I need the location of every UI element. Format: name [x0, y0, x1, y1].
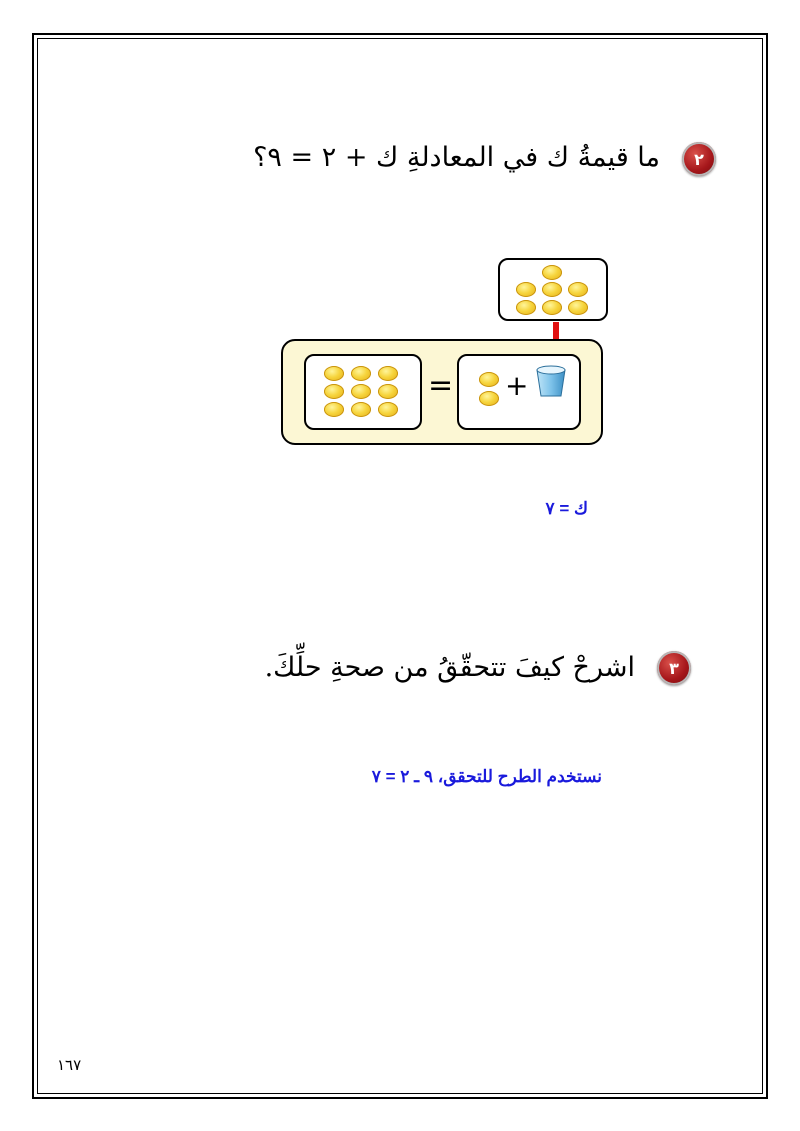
- counter-pack-box: [498, 258, 608, 321]
- equation-model-panel: [281, 339, 603, 445]
- counter: [516, 300, 536, 315]
- question-3-number: ٣: [669, 658, 679, 678]
- counter: [516, 282, 536, 297]
- question-3-number-badge: [657, 651, 691, 685]
- question-3-answer: نستخدم الطرح للتحقق، ٩ ـ ٢ = ٧: [371, 767, 602, 786]
- counter: [568, 282, 588, 297]
- counter: [542, 282, 562, 297]
- equals-sign: =: [428, 368, 454, 403]
- question-2-answer: ك = ٧: [545, 499, 588, 518]
- plus-sign: +: [505, 369, 529, 402]
- question-2-text: ما قيمةُ ك في المعادلةِ ك + ٢ = ٩؟: [253, 142, 660, 173]
- counter: [324, 366, 344, 381]
- total-counters-box: [304, 354, 422, 430]
- question-2-number: ٢: [694, 149, 704, 169]
- counter: [542, 300, 562, 315]
- counter: [351, 366, 371, 381]
- counter: [542, 265, 562, 280]
- counter: [324, 384, 344, 399]
- counter: [378, 402, 398, 417]
- counter: [378, 366, 398, 381]
- page-border-inner: [37, 38, 763, 1094]
- question-2-number-badge: [682, 142, 716, 176]
- counter: [568, 300, 588, 315]
- cup-icon: [535, 364, 567, 398]
- question-3-text: اشرحْ كيفَ تتحقّقُ من صحةِ حلِّكَ.: [264, 652, 635, 683]
- page-number: ١٦٧: [57, 1056, 82, 1074]
- counter: [324, 402, 344, 417]
- counter: [378, 384, 398, 399]
- counter: [351, 402, 371, 417]
- counter: [479, 372, 499, 387]
- counter: [479, 391, 499, 406]
- counter: [351, 384, 371, 399]
